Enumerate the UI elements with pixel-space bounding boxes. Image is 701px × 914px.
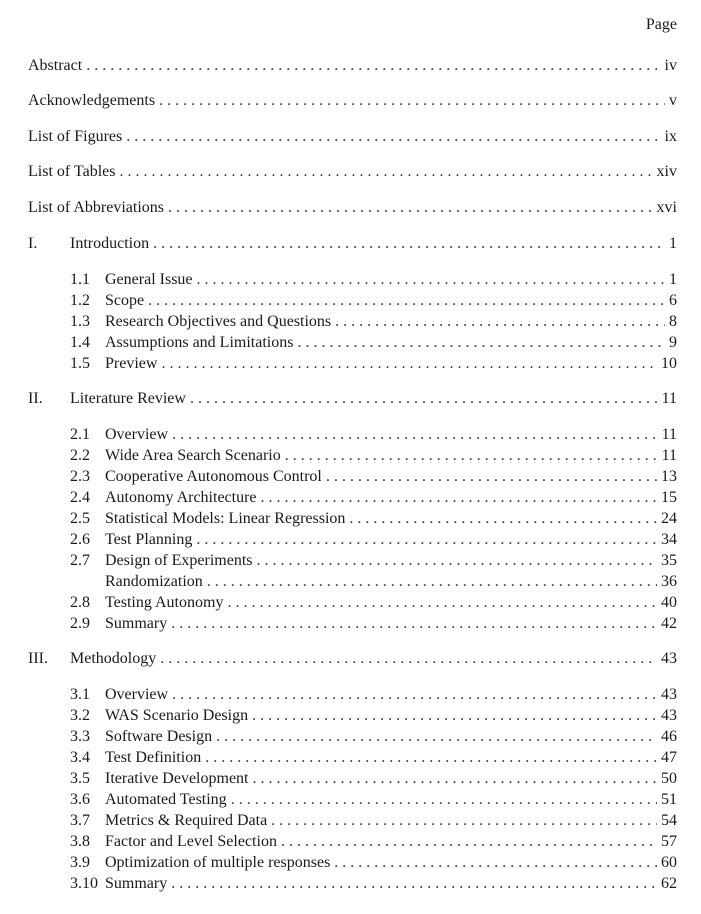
toc-entry-title: List of Abbreviations <box>28 199 164 216</box>
toc-entry-title: Acknowledgements <box>28 92 156 109</box>
toc-entry-title: Design of Experiments <box>105 552 253 569</box>
toc-entry-page: 15 <box>661 489 677 506</box>
dot-leader <box>334 853 657 873</box>
toc-entry-title: Methodology <box>70 650 157 667</box>
toc-entry-page: 34 <box>661 531 677 548</box>
toc-entry-title: Preview <box>105 355 158 372</box>
toc-entry[interactable] <box>28 333 677 353</box>
dot-leader <box>161 354 657 374</box>
dot-leader <box>253 769 658 789</box>
dot-leader <box>297 333 665 353</box>
dot-leader <box>171 874 657 894</box>
dot-leader <box>281 832 657 852</box>
dot-leader <box>227 593 657 613</box>
toc-entry-title: Literature Review <box>70 390 186 407</box>
toc-entry[interactable] <box>28 593 677 613</box>
toc-entry[interactable] <box>28 551 677 571</box>
toc-entry-page: 13 <box>661 468 677 485</box>
toc-entry-number: III. <box>28 650 48 667</box>
toc-entry-number: 3.8 <box>70 833 90 850</box>
toc-entry-title: Randomization <box>105 573 203 590</box>
toc-entry-number: 2.8 <box>70 594 90 611</box>
toc-entry[interactable] <box>28 832 677 852</box>
toc-entry[interactable] <box>28 467 677 487</box>
toc-entry-page: 1 <box>669 271 677 288</box>
toc-entry[interactable] <box>28 748 677 768</box>
dot-leader <box>172 685 657 705</box>
toc-entry-page: 62 <box>661 875 677 892</box>
toc-entry-page: 43 <box>661 707 677 724</box>
toc-entry-number: II. <box>28 390 43 407</box>
dot-leader <box>261 488 657 508</box>
toc-entry-number: 2.1 <box>70 426 90 443</box>
toc-entry-number: 3.2 <box>70 707 90 724</box>
toc-entry-page: v <box>669 92 677 109</box>
toc-entry[interactable] <box>28 425 677 445</box>
dot-leader <box>231 790 657 810</box>
toc-entry-number: 3.9 <box>70 854 90 871</box>
toc-entry-title: Automated Testing <box>105 791 227 808</box>
toc-entry-page: 8 <box>669 313 677 330</box>
toc-entry-title: Iterative Development <box>105 770 249 787</box>
dot-leader <box>271 811 657 831</box>
toc-entry-page: 35 <box>661 552 677 569</box>
toc-entry-title: Overview <box>105 686 169 703</box>
toc-entry-page: 1 <box>669 235 677 252</box>
toc-entry-number: 3.5 <box>70 770 90 787</box>
toc-entry-page: 60 <box>661 854 677 871</box>
dot-leader <box>119 162 652 182</box>
toc-entry-number: 2.6 <box>70 531 90 548</box>
toc-entry-title: Assumptions and Limitations <box>105 334 294 351</box>
page-column-label: Page <box>645 16 677 33</box>
dot-leader <box>257 551 657 571</box>
toc-entry[interactable] <box>28 572 677 592</box>
toc-entry-title: Test Definition <box>105 749 202 766</box>
dot-leader <box>172 425 658 445</box>
toc-entry-number: 3.3 <box>70 728 90 745</box>
toc-entry-number: 1.5 <box>70 355 90 372</box>
toc-entry-title: Overview <box>105 426 169 443</box>
toc-entry-number: 2.3 <box>70 468 90 485</box>
dot-leader <box>159 91 665 111</box>
dot-leader <box>190 389 658 409</box>
toc-entry-number: 2.5 <box>70 510 90 527</box>
toc-entry-page: 10 <box>661 355 677 372</box>
toc-entry[interactable] <box>28 389 677 409</box>
dot-leader <box>148 291 665 311</box>
toc-entry-title: Autonomy Architecture <box>105 489 257 506</box>
toc-entry-page: xiv <box>656 163 677 180</box>
toc-entry-page: 42 <box>661 615 677 632</box>
toc-entry-number: 3.6 <box>70 791 90 808</box>
toc-entry-number: 3.1 <box>70 686 90 703</box>
toc-entry-number: 2.7 <box>70 552 90 569</box>
dot-leader <box>349 509 657 529</box>
toc-entry-title: Statistical Models: Linear Regression <box>105 510 346 527</box>
dot-leader <box>205 748 657 768</box>
dot-leader <box>197 270 665 290</box>
dot-leader <box>207 572 657 592</box>
toc-entry[interactable] <box>28 91 677 111</box>
toc-entry-page: 40 <box>661 594 677 611</box>
toc-entry-title: Testing Autonomy <box>105 594 224 611</box>
toc-entry-number: 3.4 <box>70 749 90 766</box>
toc-entry-title: Introduction <box>70 235 150 252</box>
toc-entry[interactable] <box>28 811 677 831</box>
toc-entry-page: 11 <box>661 390 677 407</box>
toc-entry-title: List of Figures <box>28 128 123 145</box>
toc-entry-page: 43 <box>661 686 677 703</box>
toc-entry-page: 51 <box>661 791 677 808</box>
toc-entry-title: Research Objectives and Questions <box>105 313 332 330</box>
dot-leader <box>335 312 665 332</box>
toc-entry-title: Metrics & Required Data <box>105 812 268 829</box>
dot-leader <box>171 614 657 634</box>
dot-leader <box>153 234 665 254</box>
toc-entry[interactable] <box>28 614 677 634</box>
toc-entry-page: ix <box>664 128 677 145</box>
toc-entry-number: 2.4 <box>70 489 90 506</box>
toc-entry-number: I. <box>28 235 38 252</box>
toc-entry[interactable] <box>28 509 677 529</box>
toc-entry-page: 11 <box>661 426 677 443</box>
dot-leader <box>285 446 658 466</box>
toc-entry-page: 9 <box>669 334 677 351</box>
toc-entry[interactable] <box>28 234 677 254</box>
toc-entry[interactable] <box>28 270 677 290</box>
toc-entry[interactable] <box>28 769 677 789</box>
toc-entry[interactable] <box>28 291 677 311</box>
toc-entry-number: 2.2 <box>70 447 90 464</box>
toc-entry[interactable] <box>28 874 677 894</box>
toc-entry-title: List of Tables <box>28 163 116 180</box>
toc-entry-page: 43 <box>661 650 677 667</box>
toc-entry[interactable] <box>28 685 677 705</box>
toc-entry-title: Scope <box>105 292 145 309</box>
toc-entry-page: 50 <box>661 770 677 787</box>
dot-leader <box>126 127 660 147</box>
toc-entry-title: Summary <box>105 615 168 632</box>
toc-entry-page: 47 <box>661 749 677 766</box>
toc-entry-number: 1.1 <box>70 271 90 288</box>
toc-entry-number: 3.10 <box>70 875 98 892</box>
dot-leader <box>196 530 657 550</box>
dot-leader <box>160 649 657 669</box>
dot-leader <box>168 198 653 218</box>
toc-entry-page: xvi <box>656 199 677 216</box>
toc-entry-page: 11 <box>661 447 677 464</box>
toc-entry[interactable] <box>28 162 677 182</box>
toc-entry[interactable] <box>28 727 677 747</box>
toc-entry-title: Software Design <box>105 728 213 745</box>
toc-entry[interactable] <box>28 127 677 147</box>
toc-entry-number: 2.9 <box>70 615 90 632</box>
toc-entry-number: 3.7 <box>70 812 90 829</box>
toc-entry-page: 6 <box>669 292 677 309</box>
toc-entry-title: Summary <box>105 875 168 892</box>
toc-entry-title: Test Planning <box>105 531 193 548</box>
toc-entry-title: Wide Area Search Scenario <box>105 447 281 464</box>
toc-entry[interactable] <box>28 354 677 374</box>
toc-entry-page: 36 <box>661 573 677 590</box>
toc-entry-page: 24 <box>661 510 677 527</box>
toc-entry[interactable] <box>28 649 677 669</box>
toc-entry[interactable] <box>28 790 677 810</box>
toc-entry-title: Optimization of multiple responses <box>105 854 331 871</box>
dot-leader <box>86 56 660 76</box>
toc-entry[interactable] <box>28 446 677 466</box>
toc-entry-page: 54 <box>661 812 677 829</box>
toc-entry-title: Cooperative Autonomous Control <box>105 468 322 485</box>
toc-entry[interactable] <box>28 706 677 726</box>
toc-entry[interactable] <box>28 488 677 508</box>
toc-entry-number: 1.2 <box>70 292 90 309</box>
dot-leader <box>326 467 657 487</box>
toc-entry[interactable] <box>28 530 677 550</box>
toc-entry[interactable] <box>28 853 677 873</box>
toc-entry[interactable] <box>28 56 677 76</box>
toc-entry-title: Factor and Level Selection <box>105 833 277 850</box>
toc-entry-number: 1.3 <box>70 313 90 330</box>
toc-entry-title: Abstract <box>28 57 83 74</box>
toc-entry-page: iv <box>664 57 677 74</box>
toc-entry[interactable] <box>28 312 677 332</box>
toc-entry-title: General Issue <box>105 271 193 288</box>
dot-leader <box>216 727 657 747</box>
toc-entry-page: 46 <box>661 728 677 745</box>
toc-entry-number: 1.4 <box>70 334 90 351</box>
toc-entry[interactable] <box>28 198 677 218</box>
toc-entry-page: 57 <box>661 833 677 850</box>
dot-leader <box>252 706 657 726</box>
toc-entry-title: WAS Scenario Design <box>105 707 249 724</box>
